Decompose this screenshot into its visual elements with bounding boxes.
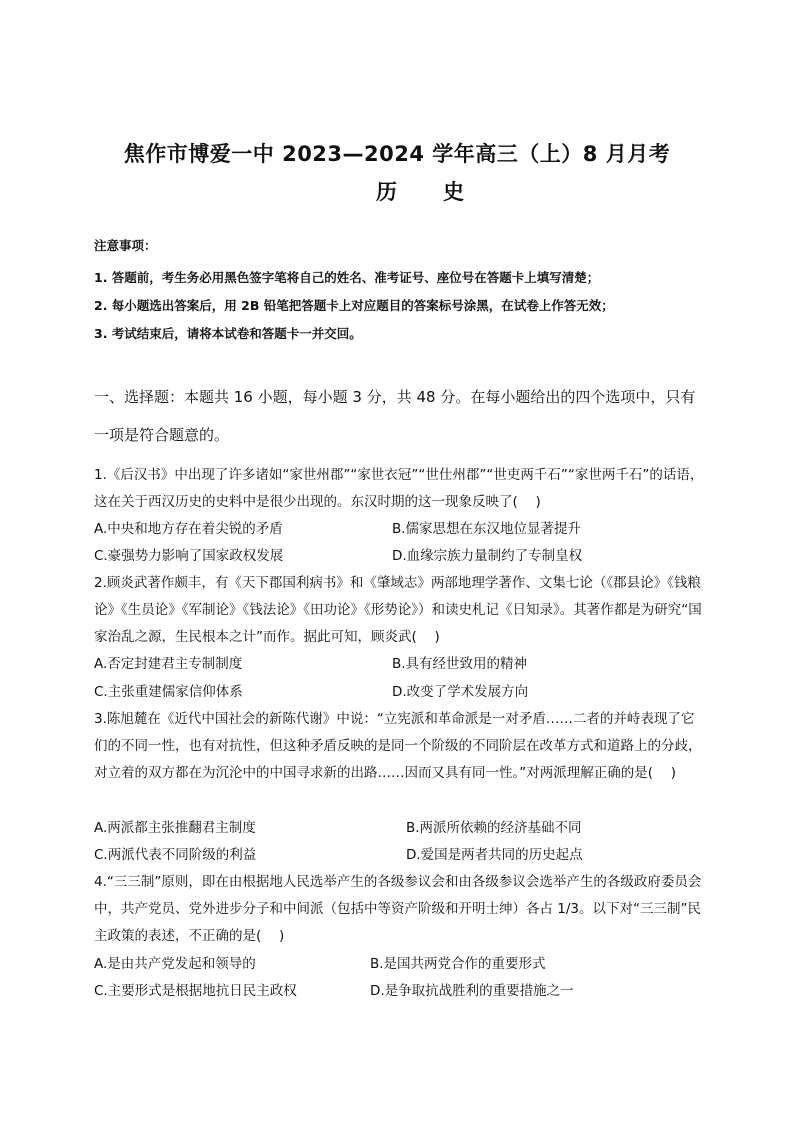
question-stem: 4.“三三制”原则，即在由根据地人民选举产生的各级参议会和由各级参议会选举产生的各级政府委员会中，共产党员、党外进步分子和中间派（包括中等资产阶级和开明士绅）各占 1/3。以下对“三三制”民主政策的表述，不正确的是( ) bbox=[94, 874, 702, 944]
option-d: D.血缘宗族力量制约了专制皇权 bbox=[392, 548, 583, 564]
option-c: C.主要形式是根据地抗日民主政权 bbox=[94, 983, 297, 999]
option-d: D.爱国是两者共同的历史起点 bbox=[406, 847, 583, 863]
question-stem: 2.顾炎武著作颇丰，有《天下郡国利病书》和《肇域志》两部地理学著作、文集七论（《郡县论》《钱粮论》《生员论》《军制论》《钱法论》《田功论》《形势论》）和读史札记《日知录》。其著作都是为研究“国家治乱之源，生民根本之计”而作。据此可知，顾炎武( ) bbox=[94, 575, 702, 645]
question-stem: 3.陈旭麓在《近代中国社会的新陈代谢》中说：“立宪派和革命派是一对矛盾……二者的并峙表现了它们的不同一性，也有对抗性，但这种矛盾反映的是同一个阶级的不同阶层在改革方式和道路上的分歧，对立着的双方都在为沉沦中的中国寻求新的出路……因而又具有同一性。”对两派理解正确的是( ) bbox=[94, 711, 702, 781]
option-a: A.两派都主张推翻君主制度 bbox=[94, 820, 256, 836]
option-b: B.具有经世致用的精神 bbox=[392, 656, 528, 672]
subject-title: 历史 bbox=[376, 180, 510, 204]
notice-item: 2. 每小题选出答案后，用 2B 铅笔把答题卡上对应题目的答案标号涂黑，在试卷上作答无效； bbox=[94, 298, 614, 313]
exam-title: 焦作市博爱一中 2023—2024 学年高三（上）8 月月考 bbox=[123, 142, 671, 166]
option-c: C.豪强势力影响了国家政权发展 bbox=[94, 548, 284, 564]
option-b: B.两派所依赖的经济基础不同 bbox=[406, 820, 582, 836]
option-row bbox=[94, 842, 706, 869]
notice-item: 1. 答题前，考生务必用黑色签字笔将自己的姓名、准考证号、座位号在答题卡上填写清楚； bbox=[94, 270, 600, 285]
option-d: D.是争取抗战胜利的重要措施之一 bbox=[370, 983, 574, 999]
option-c: C.两派代表不同阶级的利益 bbox=[94, 847, 257, 863]
option-b: B.是国共两党合作的重要形式 bbox=[370, 956, 546, 972]
option-c: C.主张重建儒家信仰体系 bbox=[94, 684, 243, 700]
option-a: A.是由共产党发起和领导的 bbox=[94, 956, 256, 972]
question-stem: 1.《后汉书》中出现了许多诸如“家世州郡”“家世衣冠”“世仕州郡”“世吏两千石”“家世两千石”的话语，这在关于西汉历史的史料中是很少出现的。东汉时期的这一现象反映了( ) bbox=[94, 467, 704, 510]
notice-heading: 注意事项： bbox=[94, 238, 157, 253]
option-row bbox=[94, 951, 706, 978]
notice-item: 3. 考试结束后，请将本试卷和答题卡一并交回。 bbox=[94, 326, 362, 341]
option-d: D.改变了学术发展方向 bbox=[392, 684, 529, 700]
option-row bbox=[94, 651, 706, 678]
section-heading: 一、选择题：本题共 16 小题，每小题 3 分，共 48 分。在每小题给出的四个选项中，只有一项是符合题意的。 bbox=[94, 388, 696, 444]
option-b: B.儒家思想在东汉地位显著提升 bbox=[392, 521, 582, 537]
option-row bbox=[94, 815, 706, 842]
option-row bbox=[94, 516, 706, 543]
option-a: A.否定封建君主专制制度 bbox=[94, 656, 243, 672]
option-row bbox=[94, 543, 706, 570]
option-row bbox=[94, 679, 706, 706]
option-a: A.中央和地方存在着尖锐的矛盾 bbox=[94, 521, 283, 537]
option-row bbox=[94, 978, 706, 1005]
